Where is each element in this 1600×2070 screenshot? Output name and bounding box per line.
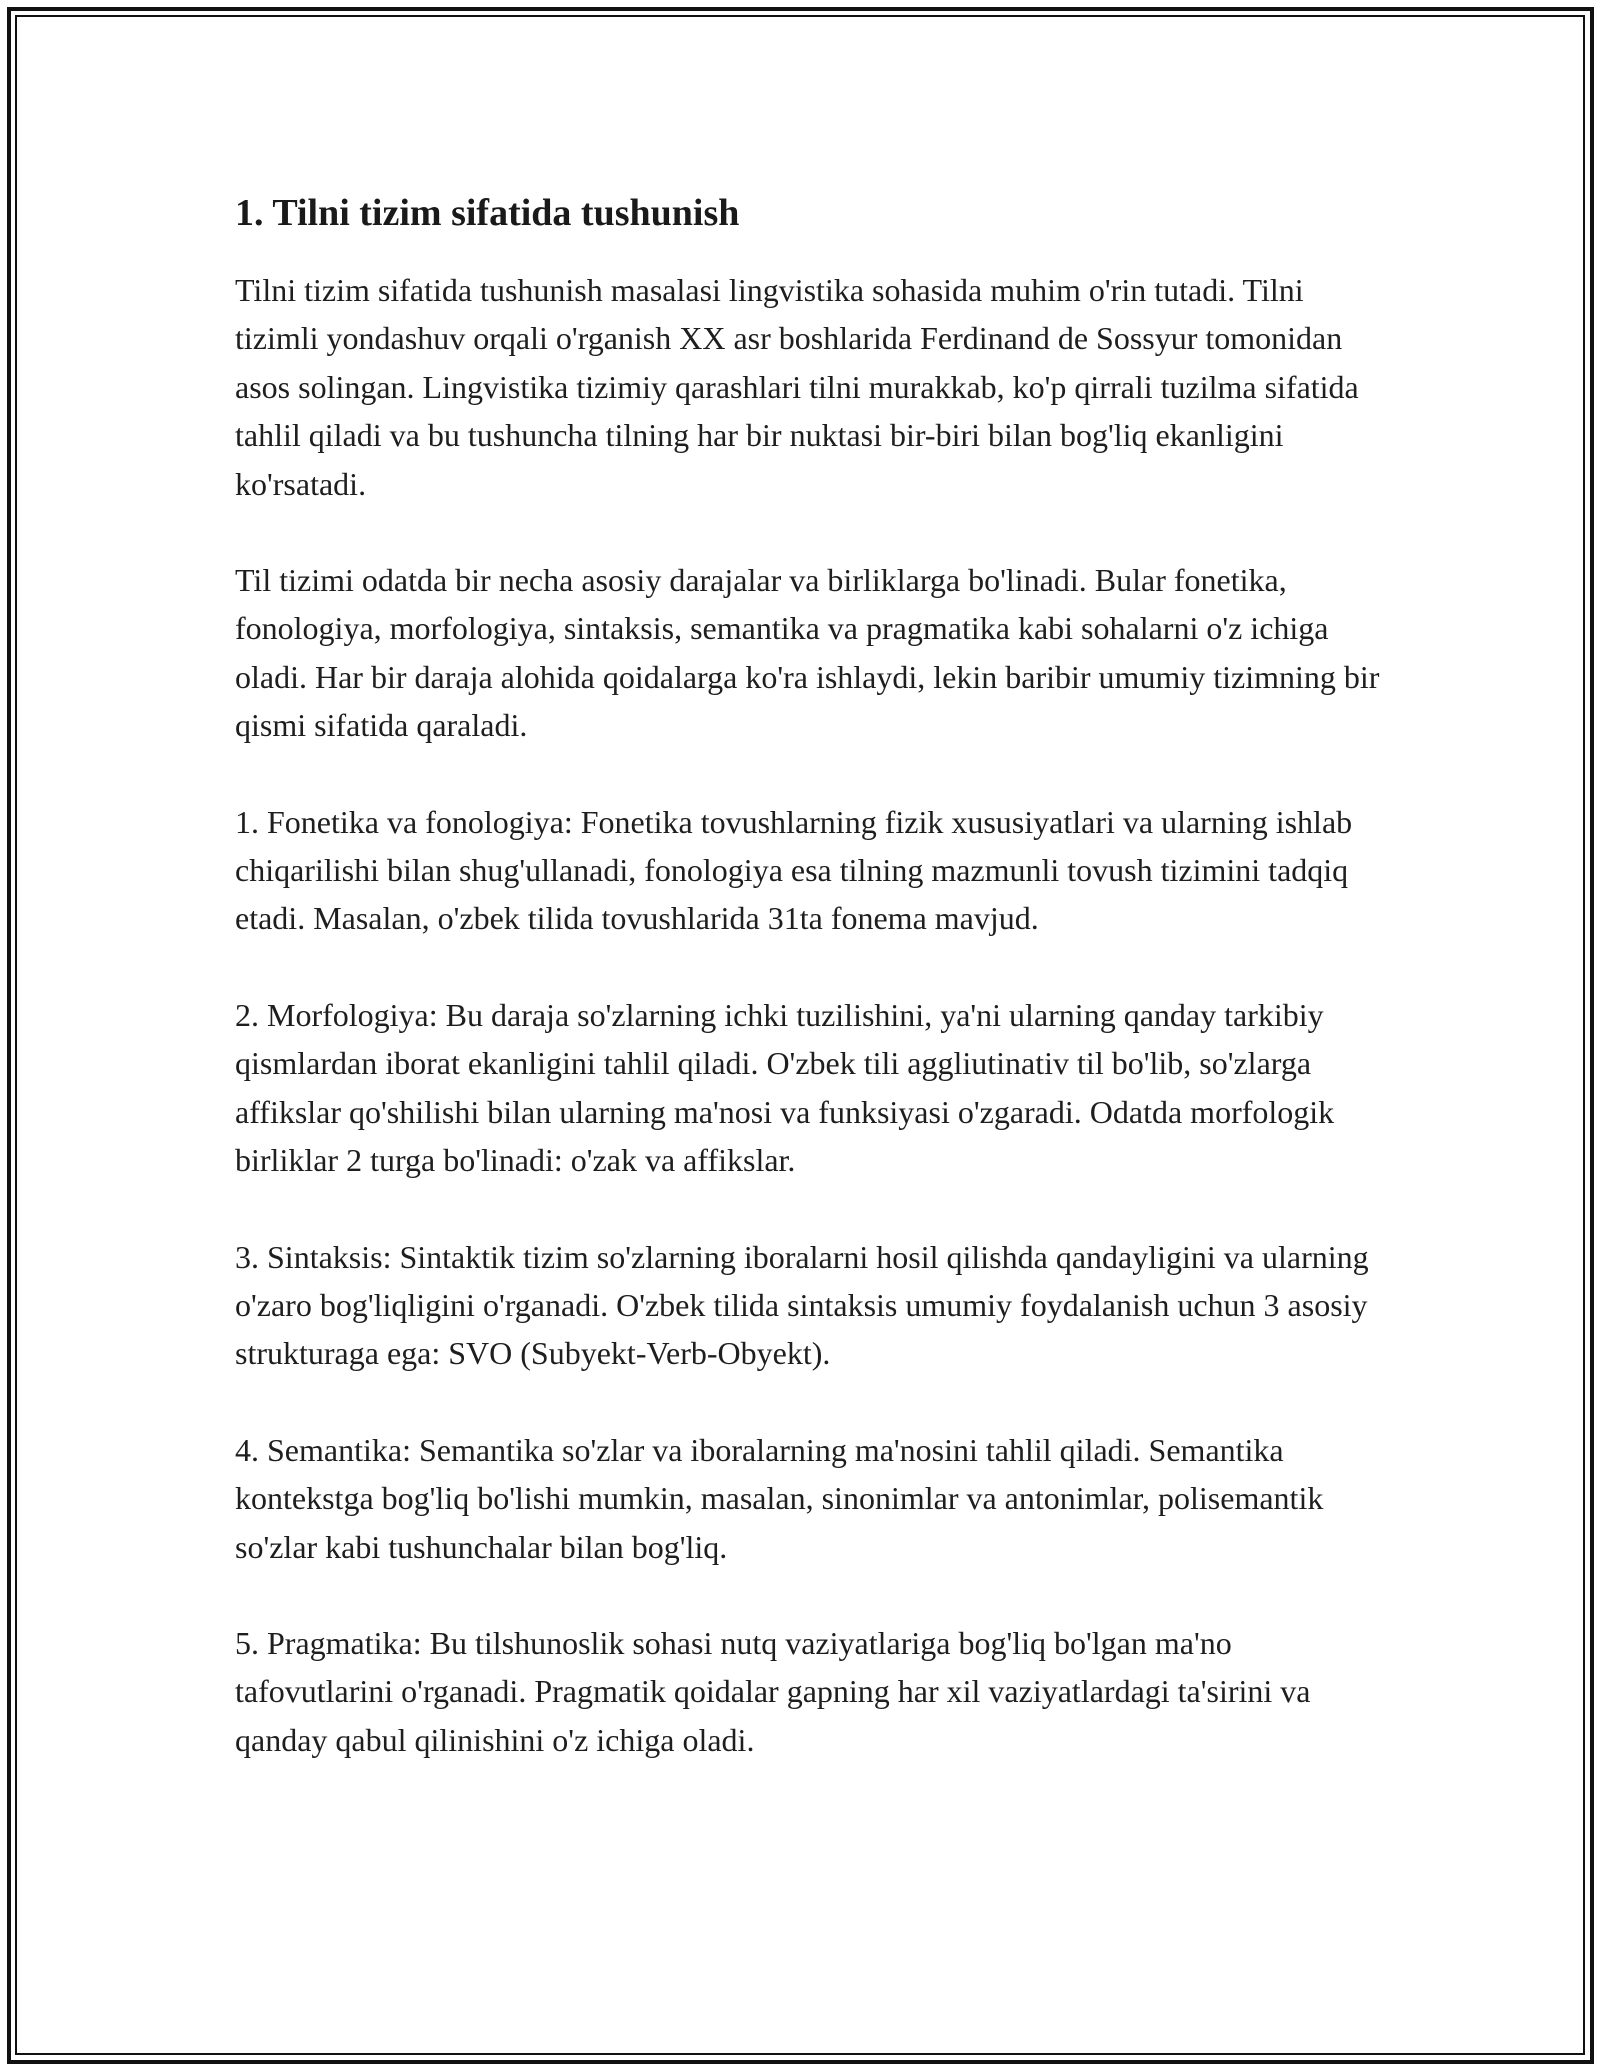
document-title: 1. Tilni tizim sifatida tushunish (235, 192, 740, 234)
paragraph-pragmatics: 5. Pragmatika: Bu tilshunoslik sohasi nutq vaziyatlariga bog'liq bo'lgan ma'no tafovutlarini o'rganadi. Pragmatik qoidalar gapning har xil vaziyatlardagi ta'sirini va qanday qabul qilinishini o'z ichiga oladi. (235, 1624, 1311, 1758)
paragraph-levels: Til tizimi odatda bir necha asosiy darajalar va birliklarga bo'linadi. Bular fonetika, fonologiya, morfologiya, sintaksis, semantika va pragmatika kabi sohalarni o'z ichiga oladi. Har bir daraja alohida qoidalarga ko'ra ishlaydi, lekin baribir umumiy tizimning bir qismi sifatida qaraladi. (235, 562, 1380, 744)
paragraph-phonetics: 1. Fonetika va fonologiya: Fonetika tovushlarning fizik xususiyatlari va ularning ishlab chiqarilishi bilan shug'ullanadi, fonologiya esa tilning mazmunli tovush tizimini tadqiq etadi. Masalan, o'zbek tilida tovushlarida 31ta fonema mavjud. (235, 803, 1353, 937)
paragraph-syntax: 3. Sintaksis: Sintaktik tizim so'zlarning iboralarni hosil qilishda qandayligini va ularning o'zaro bog'liqligini o'rganadi. O'zbek tilida sintaksis umumiy foydalanish uchun 3 asosiy strukturaga ega: SVO (Subyekt-Verb-Obyekt). (235, 1238, 1369, 1372)
document-body (235, 188, 1385, 1764)
paragraph-morphology: 2. Morfologiya: Bu daraja so'zlarning ichki tuzilishini, ya'ni ularning qanday tarkibiy qismlardan iborat ekanligini tahlil qiladi. O'zbek tili aggliutinativ til bo'lib, so'zlarga affikslar qo'shilishi bilan ularning ma'nosi va funksiyasi o'zgaradi. Odatda morfologik birliklar 2 turga bo'linadi: o'zak va affikslar. (235, 996, 1335, 1179)
paragraph-semantics: 4. Semantika: Semantika so'zlar va iboralarning ma'nosini tahlil qiladi. Semantika kontekstga bog'liq bo'lishi mumkin, masalan, sinonimlar va antonimlar, polisemantik so'zlar kabi tushunchalar bilan bog'liq. (235, 1431, 1324, 1565)
paragraph-intro: Tilni tizim sifatida tushunish masalasi lingvistika sohasida muhim o'rin tutadi. Tilni tizimli yondashuv orqali o'rganish XX asr boshlarida Ferdinand de Sossyur tomonidan asos solingan. Lingvistika tizimiy qarashlari tilni murakkab, ko'p qirrali tuzilma sifatida tahlil qiladi va bu tushuncha tilning har bir nuktasi bir-biri bilan bog'liq ekanligini ko'rsatadi. (235, 272, 1359, 502)
